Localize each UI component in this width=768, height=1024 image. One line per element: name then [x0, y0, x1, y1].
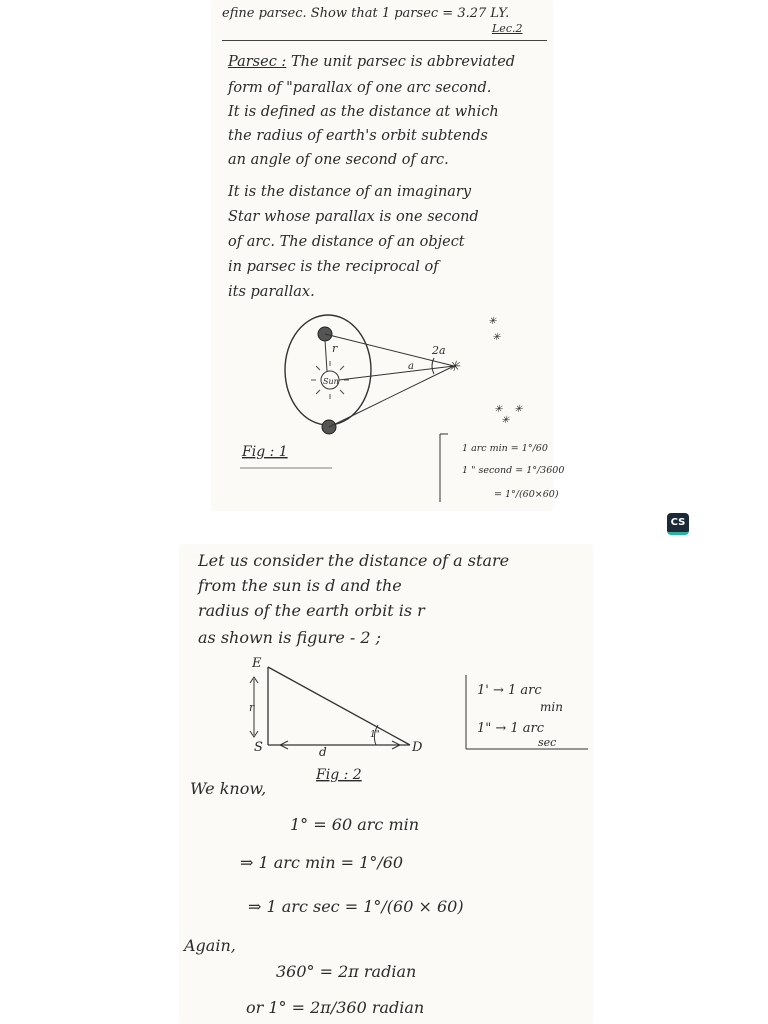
sight-line-bottom — [329, 366, 454, 427]
hypotenuse — [268, 667, 410, 745]
para2-line-1: Star whose parallax is one second — [228, 209, 479, 225]
note2-line-0: 1' → 1 arc — [477, 683, 542, 698]
figure-2-diagram — [180, 653, 592, 783]
note-line-0: 1 arc min = 1°/60 — [462, 443, 548, 454]
a-label: a — [408, 361, 414, 372]
para2-line-4: its parallax. — [228, 284, 315, 300]
r-label-fig2: r — [249, 701, 255, 714]
camscanner-logo-icon: CS — [667, 513, 689, 535]
star-far-2: ✳ — [492, 332, 501, 343]
definition-first-line — [228, 50, 515, 74]
note2-line-1: min — [540, 700, 563, 714]
page-title: efine parsec. Show that 1 parsec = 3.27 LY. — [222, 6, 510, 21]
para2-line-0: It is the distance of an imaginary — [228, 184, 472, 200]
star-symbol: ✳ — [448, 359, 460, 375]
para-line-0: Let us consider the distance of a stare — [198, 551, 510, 570]
note-line-1: 1 " second = 1°/3600 — [462, 465, 565, 476]
figure-1-label: Fig : 1 — [242, 444, 288, 460]
figure-1-diagram — [212, 310, 565, 510]
equation-3: ⇒ 1 arc sec = 1°/(60 × 60) — [248, 897, 464, 916]
sight-line-center — [339, 366, 454, 380]
notebook-page-2 — [180, 545, 592, 1024]
equation-1: 1° = 60 arc min — [290, 815, 420, 834]
note2-line-3: sec — [538, 736, 557, 749]
we-know: We know, — [190, 779, 267, 798]
sun-label: Sun — [323, 377, 339, 386]
point-s: S — [254, 740, 263, 755]
again: Again, — [184, 936, 236, 955]
angle-label: 1" — [370, 730, 380, 740]
para1-line-2: It is defined as the distance at which — [228, 104, 499, 120]
star-far-5: ✳ — [501, 415, 510, 426]
radius-line — [325, 340, 327, 371]
r-label: r — [332, 342, 338, 355]
d-label: d — [319, 745, 327, 759]
para-line-3: as shown is figure - 2 ; — [198, 628, 382, 647]
equation-2: ⇒ 1 arc min = 1°/60 — [240, 853, 404, 872]
para-line-1: from the sun is d and the — [198, 576, 402, 595]
parsec-heading: Parsec : — [228, 54, 287, 70]
notebook-page-1 — [212, 0, 565, 510]
para1-line-1: form of "parallax of one arc second. — [228, 80, 492, 96]
para1-line-4: an angle of one second of arc. — [228, 152, 449, 168]
two-a-label: 2a — [432, 344, 446, 357]
para2-line-2: of arc. The distance of an object — [228, 234, 465, 250]
point-d: D — [412, 740, 423, 755]
point-e: E — [252, 656, 262, 671]
title-rule — [222, 40, 547, 41]
star-far-3: ✳ — [494, 404, 503, 415]
note-line-2: = 1°/(60×60) — [494, 489, 559, 500]
para-line-2: radius of the earth orbit is r — [198, 601, 425, 620]
note2-line-2: 1" → 1 arc — [477, 721, 545, 736]
equation-4: 360° = 2π radian — [276, 962, 417, 981]
para2-line-3: in parsec is the reciprocal of — [228, 259, 439, 275]
lecture-number: Lec.2 — [492, 22, 523, 35]
para1-line-0: The unit parsec is abbreviated — [290, 54, 516, 70]
figure-2-label: Fig : 2 — [316, 767, 362, 783]
star-far-1: ✳ — [488, 316, 497, 327]
para1-line-3: the radius of earth's orbit subtends — [228, 128, 488, 144]
equation-5: or 1° = 2π/360 radian — [246, 998, 425, 1017]
star-far-4: ✳ — [514, 404, 523, 415]
